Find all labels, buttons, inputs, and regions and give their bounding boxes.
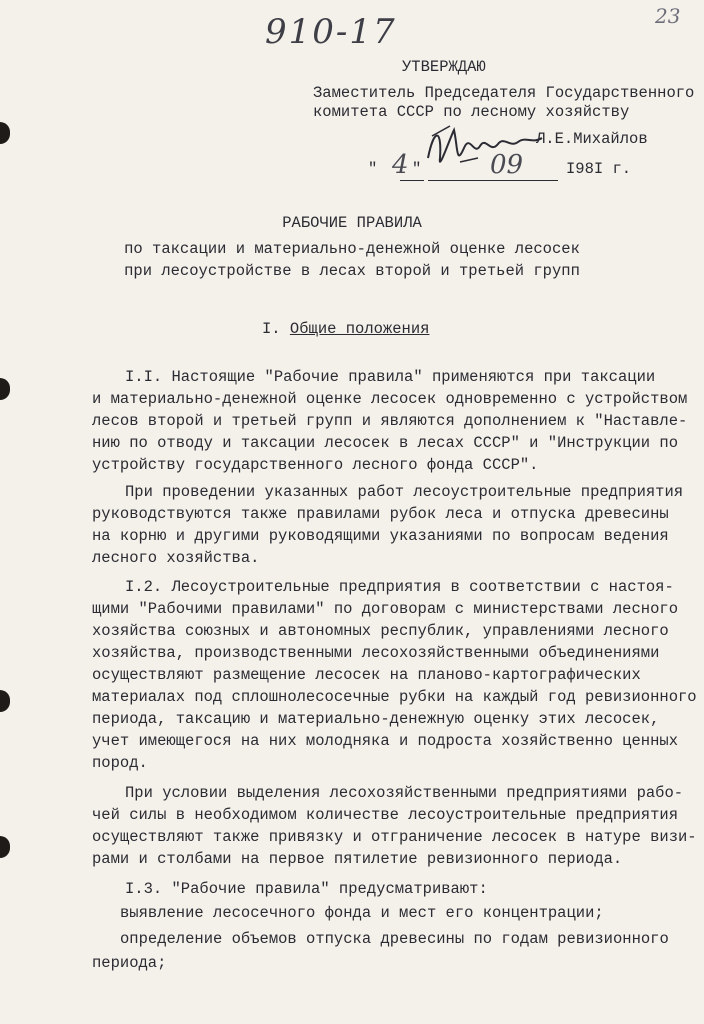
document-title: РАБОЧИЕ ПРАВИЛА (282, 214, 422, 232)
date-year: I98I г. (566, 160, 632, 178)
text-line: лесного хозяйства. (92, 549, 260, 567)
text-line: осуществляют также привязку и отграничение лесосек в натуре визи- (92, 828, 697, 846)
text-line: рами и столбами на первое пятилетие ревизионного периода. (92, 850, 623, 868)
text-line: периода, таксацию и материально-денежную оценку этих лесосек, (92, 710, 660, 728)
text-line: определение объемов отпуска древесины по годам ревизионного (120, 930, 669, 948)
text-line: При проведении указанных работ лесоустроительные предприятия (125, 483, 684, 501)
document-subtitle-line2: при лесоустройстве в лесах второй и третьей групп (124, 262, 580, 280)
text-line: I.3. "Рабочие правила" предусматривают: (125, 880, 488, 898)
approval-position-line1: Заместитель Председателя Государственного (313, 84, 695, 102)
text-line: щими "Рабочими правилами" по договорам с министерствами лесного (92, 600, 678, 618)
text-line: периода; (92, 954, 167, 972)
text-line: материалах под сплошнолесосечные рубки на каждый год ревизионного (92, 688, 697, 706)
text-line: пород. (92, 754, 148, 772)
binder-hole (0, 836, 10, 858)
handwritten-page-number: 23 (655, 4, 681, 28)
text-line: хозяйства союзных и автономных республик, управлениями лесного (92, 622, 669, 640)
date-month-line (428, 180, 558, 181)
text-line: руководствуются также правилами рубок леса и отпуска древесины (92, 505, 669, 523)
text-line: на корню и другими руководящими указаниями по вопросам ведения (92, 527, 669, 545)
date-open-quote: " (368, 160, 378, 178)
date-month: 09 (490, 150, 524, 180)
approval-heading: УТВЕРЖДАЮ (402, 58, 486, 76)
date-day: 4 (392, 150, 409, 180)
text-line: чей силы в необходимом количестве лесоустроительные предприятия (92, 806, 678, 824)
binder-hole (0, 122, 10, 144)
text-line: лесов второй и третьей групп и являются дополнением к "Наставле- (92, 412, 688, 430)
text-line: нию по отводу и таксации лесосек в лесах СССР" и "Инструкции по (92, 434, 678, 452)
text-line: учет имеющегося на них молодняка и подроста хозяйственно ценных (92, 732, 678, 750)
text-line: I.2. Лесоустроительные предприятия в соответствии с настоя- (125, 578, 674, 596)
text-line: хозяйства, производственными лесохозяйственными объединениями (92, 644, 660, 662)
text-line: I.I. Настоящие "Рабочие правила" применяются при таксации (125, 368, 656, 386)
binder-hole (0, 378, 10, 400)
approval-position-line2: комитета СССР по лесному хозяйству (313, 103, 630, 121)
section-heading (262, 320, 429, 338)
text-line: При условии выделения лесохозяйственными предприятиями рабо- (125, 784, 684, 802)
document-subtitle-line1: по таксации и материально-денежной оценке лесосек (124, 240, 580, 258)
date-close-quote: " (412, 160, 422, 178)
section-title: Общие положения (289, 320, 430, 338)
text-line: и материально-денежной оценке лесосек одновременно с устройством (92, 390, 688, 408)
text-line: устройству государственного лесного фонда СССР". (92, 456, 539, 474)
approval-name: Л.Е.Михайлов (536, 130, 648, 148)
date-day-line (400, 180, 424, 181)
binder-hole (0, 690, 10, 712)
text-line: выявление лесосечного фонда и мест его концентрации; (120, 904, 604, 922)
text-line: осуществляют размещение лесосек на планово-картографических (92, 666, 641, 684)
handwritten-file-number: 910-17 (265, 12, 397, 52)
section-number: I. (262, 320, 281, 338)
